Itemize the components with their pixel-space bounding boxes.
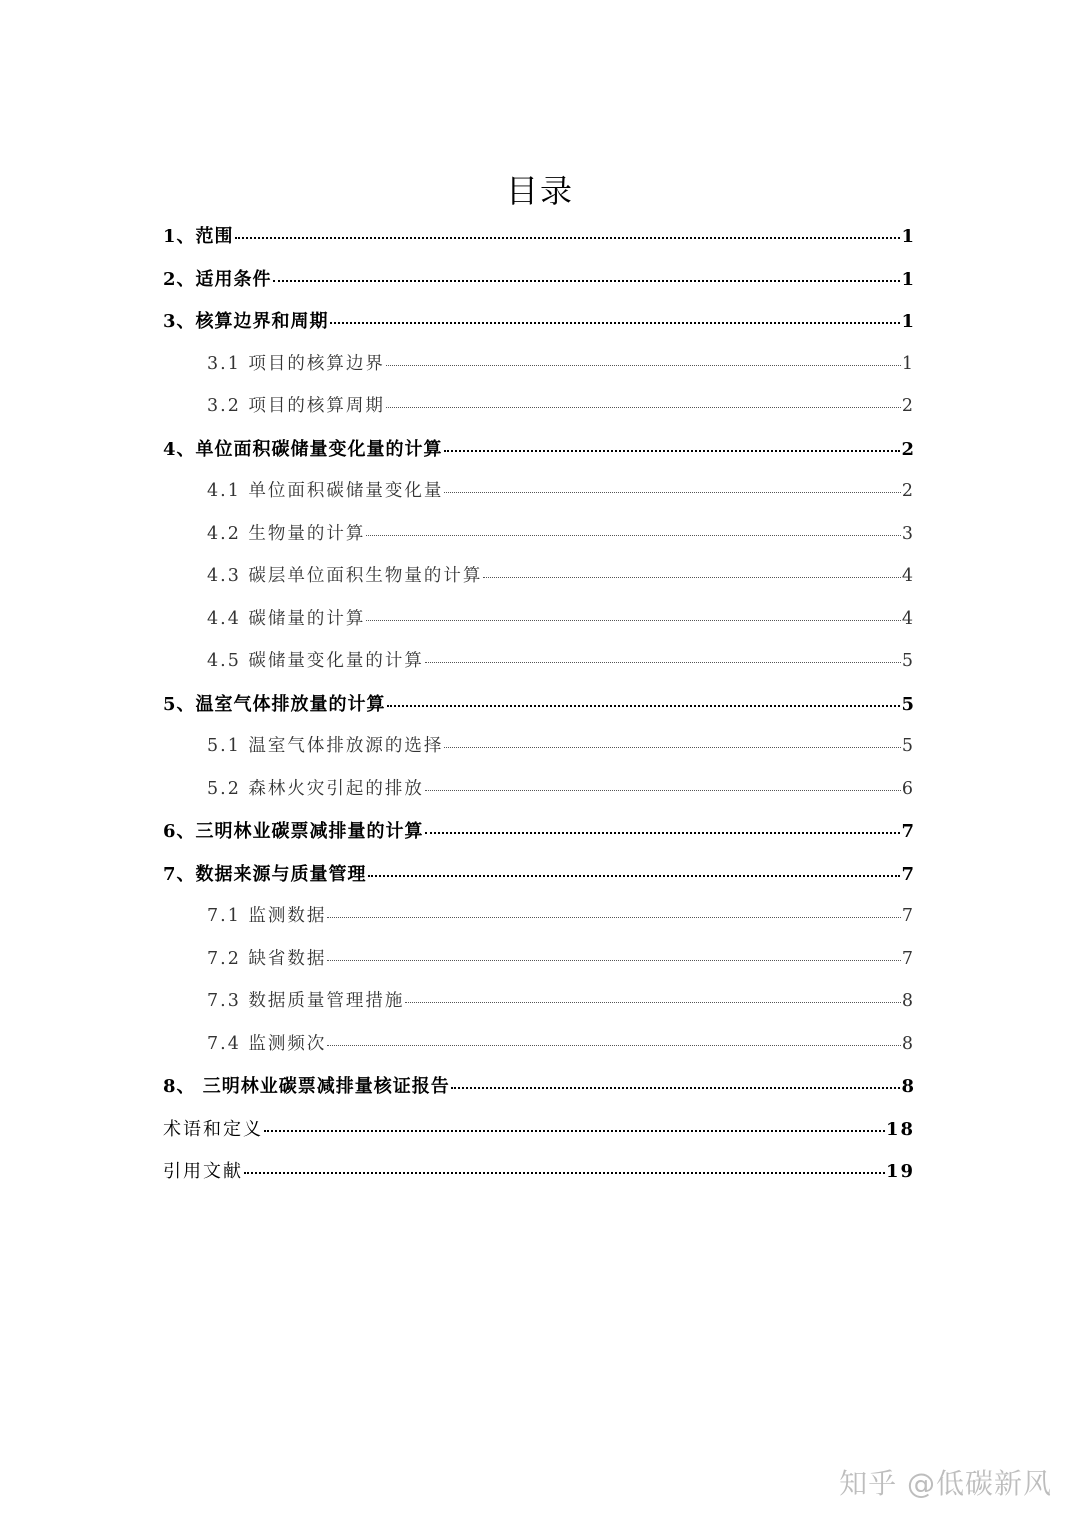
toc-entry [207,477,915,507]
dot-leader [330,322,901,324]
toc-entry-page: 4 [901,608,915,629]
toc-entry-page: 3 [901,523,915,544]
watermark-text: 知乎 @低碳新风 [839,1467,1052,1500]
toc-entry-page: 2 [901,438,915,460]
dot-leader [327,1045,900,1046]
toc-entry [207,732,915,762]
toc-entry [163,435,915,465]
toc-entry [163,860,915,890]
toc-entry-page: 6 [901,778,915,799]
dot-leader [386,365,901,366]
toc-entry [163,1072,915,1102]
toc-entry [163,1115,915,1145]
dot-leader [368,875,901,877]
toc-entry [207,902,915,932]
toc-entry-label: 6、三明林业碳票减排量的计算 [163,821,424,842]
toc-entry-label: 5.1 温室气体排放源的选择 [207,736,444,756]
toc-entry [207,605,915,635]
toc-entry [163,817,915,847]
toc-entry-page: 1 [901,268,915,290]
toc-entry [163,222,915,252]
toc-entry-label: 3.1 项目的核算边界 [207,353,385,374]
toc-entry-label: 术语和定义 [163,1118,263,1140]
dot-leader [444,492,900,493]
toc-entry-label: 5、温室气体排放量的计算 [163,693,386,715]
toc-entry-label: 1、范围 [163,226,234,247]
toc-entry-page: 7 [901,863,915,885]
toc-entry-page: 8 [901,991,915,1011]
toc-entry [207,392,915,422]
dot-leader [425,832,901,834]
toc-entry-page: 7 [901,821,915,842]
dot-leader [273,280,901,282]
toc-entry-label: 引用文献 [163,1161,243,1182]
dot-leader [387,705,901,707]
toc-entry-label: 4.3 碳层单位面积生物量的计算 [207,566,483,586]
toc-entry-label: 8、 三明林业碳票减排量核证报告 [163,1076,450,1097]
toc-entry-label: 4.1 单位面积碳储量变化量 [207,481,444,501]
toc-entry-page: 7 [901,906,915,926]
toc-entry-page: 1 [901,226,915,247]
toc-entry-label: 4.4 碳储量的计算 [207,608,366,629]
toc-entry-label: 7.2 缺省数据 [207,948,327,969]
toc-entry [207,945,915,975]
dot-leader [264,1130,885,1132]
toc-entry [207,775,915,805]
dot-leader [451,1087,901,1089]
toc-entry-page: 1 [901,311,915,332]
toc-entry-label: 4.5 碳储量变化量的计算 [207,651,424,671]
toc-entry-page: 18 [885,1118,915,1140]
toc-entry-page: 2 [901,481,915,501]
toc-entry [207,647,915,677]
dot-leader [405,1002,900,1003]
dot-leader [327,960,900,961]
toc-entry [207,520,915,550]
toc-entry-label: 4.2 生物量的计算 [207,523,366,544]
toc-entry-label: 7、数据来源与质量管理 [163,863,367,885]
toc-entry [207,1030,915,1060]
dot-leader [483,577,900,578]
dot-leader [244,1172,885,1174]
toc-entry [163,1157,915,1187]
toc-entry [163,307,915,337]
toc-entry-label: 7.3 数据质量管理措施 [207,991,405,1011]
toc-entry [207,987,915,1017]
toc-entry-page: 8 [901,1033,915,1054]
dot-leader [366,620,900,621]
toc-entry [163,265,915,295]
toc-entry-page: 5 [901,736,915,756]
dot-leader [444,450,901,452]
dot-leader [366,535,900,536]
dot-leader [425,790,901,791]
toc-entry-label: 3、核算边界和周期 [163,311,329,332]
toc-entry [207,350,915,380]
dot-leader [386,407,901,408]
dot-leader [444,747,900,748]
toc-entry-label: 5.2 森林火灾引起的排放 [207,778,424,799]
toc-entry-page: 8 [901,1076,915,1097]
toc-entry-label: 3.2 项目的核算周期 [207,396,385,416]
toc-entry-page: 5 [901,693,915,715]
dot-leader [235,237,901,239]
toc-entry [207,562,915,592]
toc-entry-page: 4 [901,566,915,586]
page-title: 目录 [505,172,574,210]
toc-entry-page: 2 [901,396,915,416]
toc-entry [163,690,915,720]
dot-leader [327,917,900,918]
toc-entry-page: 19 [885,1161,915,1182]
dot-leader [425,662,901,663]
toc-entry-page: 5 [901,651,915,671]
toc-entry-label: 2、适用条件 [163,268,272,290]
toc-entry-label: 4、单位面积碳储量变化量的计算 [163,438,443,460]
toc-entry-page: 1 [901,353,915,374]
toc-entry-page: 7 [901,948,915,969]
toc-entry-label: 7.1 监测数据 [207,906,327,926]
toc-entry-label: 7.4 监测频次 [207,1033,327,1054]
